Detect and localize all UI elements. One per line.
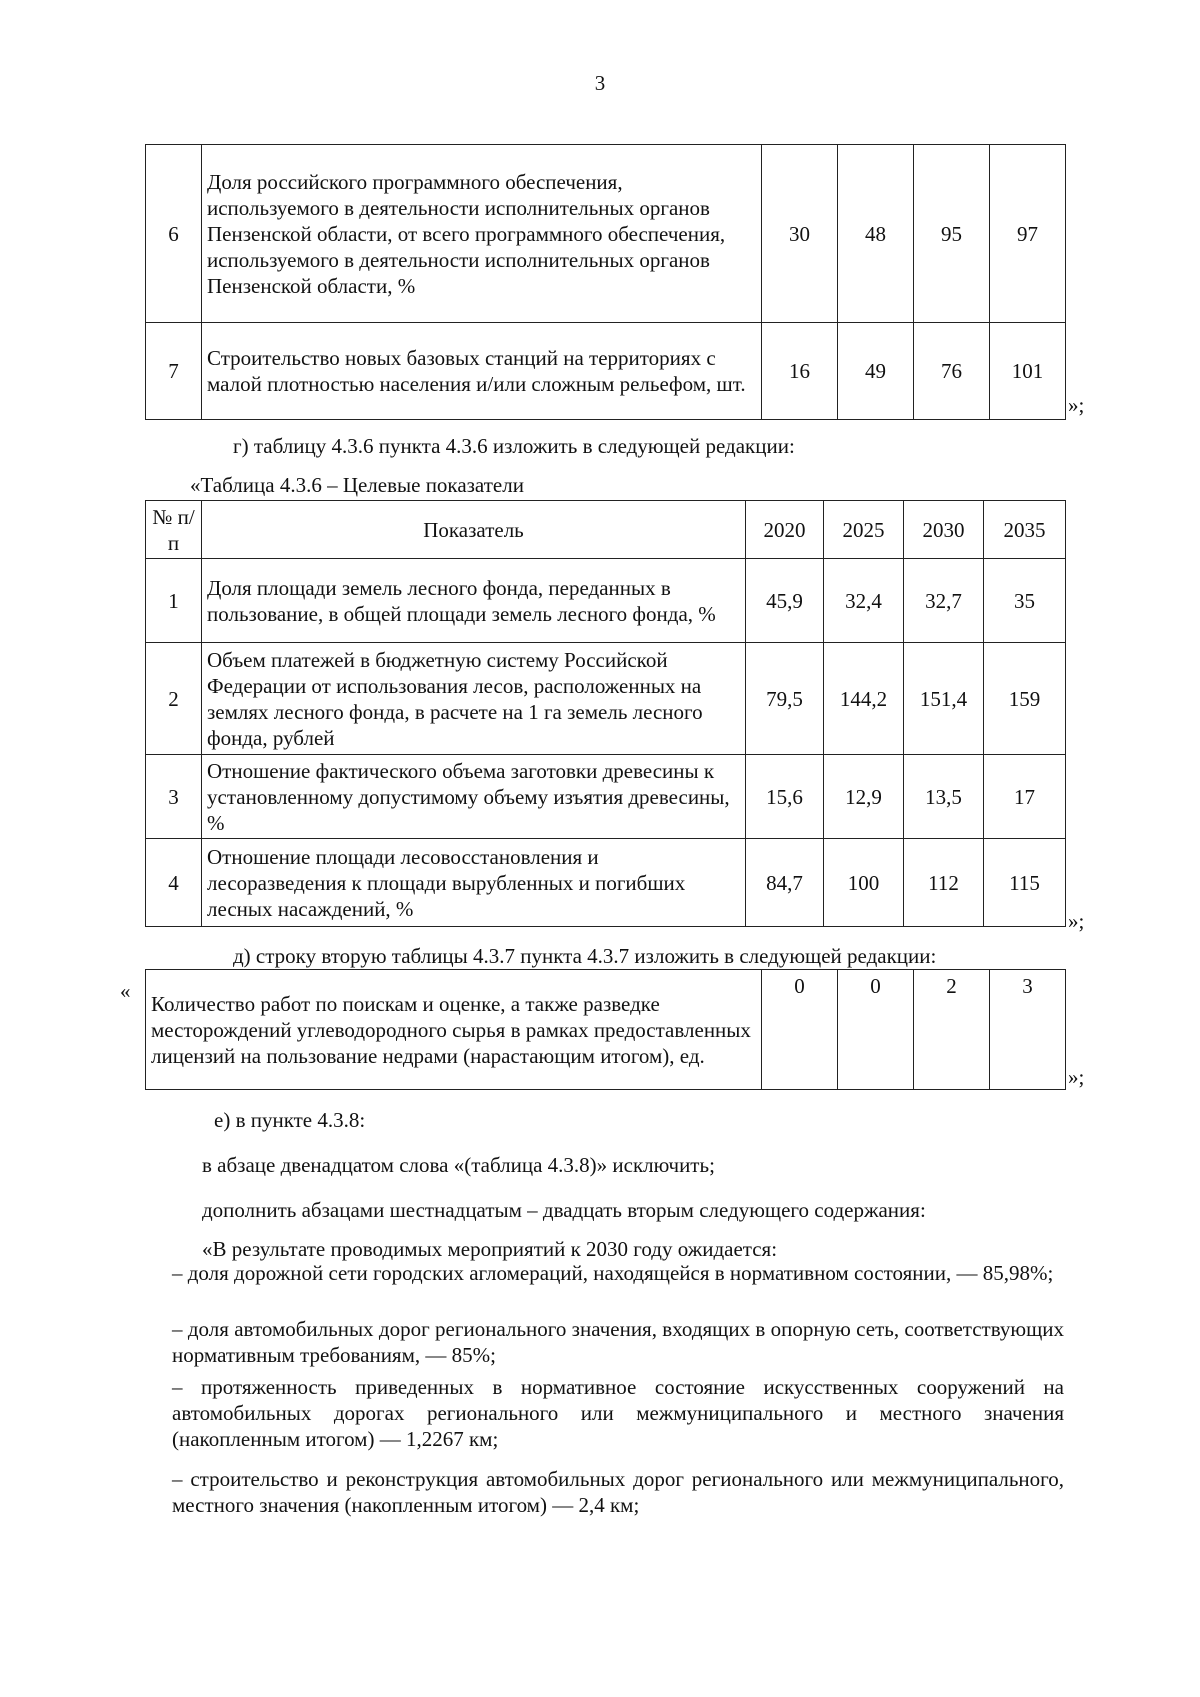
value-2035: 35 (984, 559, 1066, 643)
value-2025: 12,9 (824, 755, 904, 839)
opening-quote-mark: « (120, 979, 131, 1003)
page-number: 3 (594, 71, 606, 95)
value-2035: 101 (990, 323, 1066, 420)
value-2020: 84,7 (746, 839, 824, 927)
bullet-item: – доля дорожной сети городских агломераций, находящейся в нормативном состоянии, — 85,98%; (172, 1261, 1054, 1285)
indicator-text: Доля российского программного обеспечения, используемого в деятельности исполнительных органов Пензенской области, от всего программного обеспечения, используемого в деятельности исполнительных органов Пензенской области, % (202, 145, 762, 323)
closing-quote-mark: »; (1068, 393, 1085, 417)
row-number: 7 (146, 323, 202, 420)
paragraph-3: «В результате проводимых мероприятий к 2030 году ожидается: (202, 1237, 778, 1261)
header-2030: 2030 (904, 501, 984, 559)
indicator-text: Отношение фактического объема заготовки древесины к установленному допустимому объему изъятия древесины, % (202, 755, 746, 839)
value-2025: 49 (838, 323, 914, 420)
indicator-text: Количество работ по поискам и оценке, а также разведке месторождений углеводородного сырья в рамках предоставленных лицензий на пользование недрами (нарастающим итогом), ед. (146, 970, 762, 1090)
value-2030: 112 (904, 839, 984, 927)
row-number: 4 (146, 839, 202, 927)
bullet-item: – доля автомобильных дорог регионального значения, входящих в опорную сеть, соответствующих нормативным требованиям, — 85%; (172, 1317, 1064, 1367)
header-number: № п/п (146, 501, 202, 559)
value-2035: 3 (990, 970, 1066, 1090)
closing-quote-mark: »; (1068, 909, 1085, 933)
value-2025: 144,2 (824, 643, 904, 755)
table-continuation (145, 144, 1066, 420)
indicator-text: Строительство новых базовых станций на территориях с малой плотностью населения и/или сложным рельефом, шт. (202, 323, 762, 420)
header-2035: 2035 (984, 501, 1066, 559)
value-2020: 79,5 (746, 643, 824, 755)
value-2020: 0 (762, 970, 838, 1090)
value-2030: 151,4 (904, 643, 984, 755)
table-row (146, 643, 1066, 755)
value-2035: 115 (984, 839, 1066, 927)
value-2030: 32,7 (904, 559, 984, 643)
paragraph-e: е) в пункте 4.3.8: (214, 1108, 366, 1132)
table-row (146, 755, 1066, 839)
value-2025: 100 (824, 839, 904, 927)
value-2035: 97 (990, 145, 1066, 323)
table-row (146, 970, 1066, 1090)
row-number: 6 (146, 145, 202, 323)
table-4-3-7-row (145, 969, 1066, 1090)
indicator-text: Отношение площади лесовосстановления и лесоразведения к площади вырубленных и погибших лесных насаждений, % (202, 839, 746, 927)
value-2020: 45,9 (746, 559, 824, 643)
indicator-text: Объем платежей в бюджетную систему Российской Федерации от использования лесов, расположенных на землях лесного фонда, в расчете на 1 га земель лесного фонда, рублей (202, 643, 746, 755)
table-row (146, 323, 1066, 420)
table-row (146, 559, 1066, 643)
row-number: 2 (146, 643, 202, 755)
bullet-item: – строительство и реконструкция автомобильных дорог регионального или межмуниципального, местного значения (накопленным итогом) — 2,4 км; (172, 1467, 1064, 1517)
paragraph-2: дополнить абзацами шестнадцатым – двадцать вторым следующего содержания: (202, 1198, 926, 1222)
value-2035: 159 (984, 643, 1066, 755)
value-2030: 76 (914, 323, 990, 420)
table-header-row (146, 501, 1066, 559)
value-2035: 17 (984, 755, 1066, 839)
table-4-3-6 (145, 500, 1066, 927)
closing-quote-mark: »; (1068, 1065, 1085, 1089)
bullet-item: – протяженность приведенных в нормативное состояние искусственных сооружений на автомобильных дорогах регионального или межмуниципального и местного значения (накопленным итогом) — 1,2267 км; (172, 1375, 1064, 1451)
value-2030: 95 (914, 145, 990, 323)
header-2025: 2025 (824, 501, 904, 559)
paragraph-g: г) таблицу 4.3.6 пункта 4.3.6 изложить в следующей редакции: (233, 434, 795, 458)
paragraph-1: в абзаце двенадцатом слова «(таблица 4.3.8)» исключить; (202, 1153, 715, 1177)
table-caption: «Таблица 4.3.6 – Целевые показатели (190, 473, 524, 497)
row-number: 3 (146, 755, 202, 839)
value-2030: 2 (914, 970, 990, 1090)
value-2020: 16 (762, 323, 838, 420)
header-2020: 2020 (746, 501, 824, 559)
table-row (146, 145, 1066, 323)
value-2025: 48 (838, 145, 914, 323)
indicator-text: Доля площади земель лесного фонда, переданных в пользование, в общей площади земель лесного фонда, % (202, 559, 746, 643)
paragraph-d: д) строку вторую таблицы 4.3.7 пункта 4.3.7 изложить в следующей редакции: (233, 944, 937, 968)
value-2020: 15,6 (746, 755, 824, 839)
value-2030: 13,5 (904, 755, 984, 839)
value-2020: 30 (762, 145, 838, 323)
header-indicator: Показатель (202, 501, 746, 559)
value-2025: 0 (838, 970, 914, 1090)
table-row (146, 839, 1066, 927)
row-number: 1 (146, 559, 202, 643)
value-2025: 32,4 (824, 559, 904, 643)
